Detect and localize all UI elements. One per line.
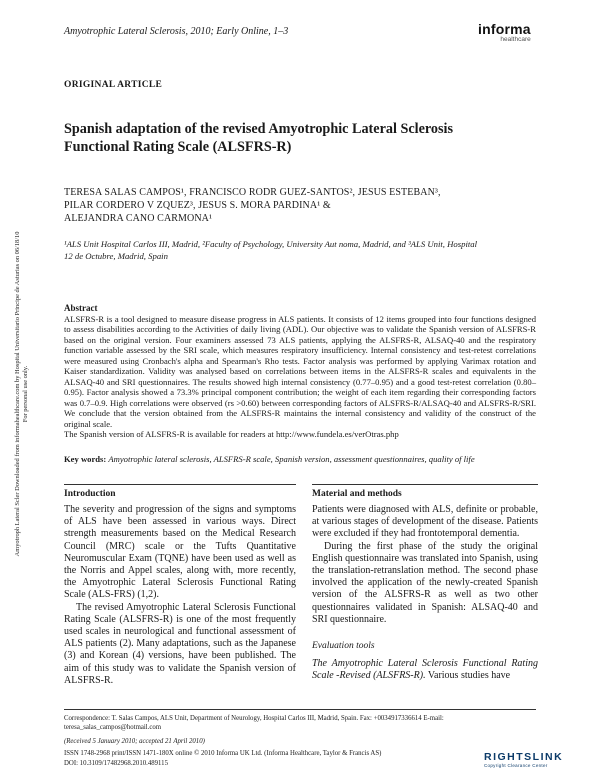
methods-body bbox=[312, 504, 538, 683]
keywords-text: Amyotrophic lateral sclerosis, ALSFRS-R scale, Spanish version, assessment questionnaires, quality of life bbox=[108, 454, 475, 464]
methods-paragraph: During the first phase of the study the original English questionnaire was translated into Spanish, using the translation-retranslation method. The second phase involved the application of the newly-created Spanish version of the ALSFRS-R as well as two other questionnaires validated in Spanish: ALSAQ-40 and SRI questionnaire. bbox=[312, 540, 538, 625]
column-rule-left bbox=[64, 484, 296, 485]
article-type: ORIGINAL ARTICLE bbox=[64, 80, 163, 90]
received-dates: (Received 5 January 2010; accepted 21 April 2010) bbox=[64, 738, 205, 745]
column-rule-right bbox=[312, 484, 538, 485]
download-notice-line2: For personal use only. bbox=[22, 365, 29, 423]
abstract-text: ALSFRS-R is a tool designed to measure disease progress in ALS patients. It consists of 12 items grouped into four functions designed to assess disabilities according to the Activities of daily living (ADL). Our objective was to validate the Spanish version of ALSFRS-R based on the original version. Four examiners assessed 73 ALS patients, applying the ALSFRS-R, ALSAQ-40 and the respiratory function variable assessed by the SRI scale, which measures respiratory insufficiency. Internal consistency and test-retest correlations were measured using Cronbach's alpha and Spearman's Rho tests. Factor analysis was performed by applying Varimax rotation and Kaiser standardization. Validity was analysed based on correlations between items in the ALSFRS-R scales and equivalents in the ALSAQ-40 and SRI questionnaires. The results showed high internal consistency (0.77–0.95) and a good test-retest correlation (0.80–0.95). Factor analysis showed a 73.3% principal component contribution; the weight of each item regarding their corresponding factors was 0.7–0.9. High correlations were observed (rs >0.60) between corresponding factors of ALSFRS-R/ALSAQ-40 and ALSFRS-R/SRI. We conclude that the version obtained from the ALSFRS-R maintains the internal consistency and validity of the construct of the original scale. bbox=[64, 313, 536, 429]
abstract-heading: Abstract bbox=[64, 303, 98, 313]
methods-paragraph bbox=[312, 658, 538, 682]
footnote-rule bbox=[64, 709, 536, 710]
author-line: TERESA SALAS CAMPOS¹, FRANCISCO RODR GUEZ-SANTOS², JESUS ESTEBAN³, bbox=[64, 187, 441, 198]
logo-name: informa bbox=[478, 21, 531, 37]
author-line: ALEJANDRA CANO CARMONA¹ bbox=[64, 213, 213, 224]
author-list bbox=[64, 186, 524, 225]
correspondence: Correspondence: T. Salas Campos, ALS Unit, Department of Neurology, Hospital Carlos III, Madrid, Spain. Fax: +0034917336614 E-mail: teresa_salas_campos@hotmail.com bbox=[64, 715, 444, 731]
introduction-paragraph: The severity and progression of the signs and symptoms of ALS have been assessed in various ways. Direct strength measurements based on the Medical Research Council (MRC) scale or the Tufts Quantitative Neuromuscular Exam (TQNE) have been used as well as the Norris and Appel scales, along with, more recently, the Amyotrophic Lateral Sclerosis Functional Rating Scale (ALS-FRS) (1,2). bbox=[64, 504, 296, 601]
introduction-heading: Introduction bbox=[64, 489, 116, 499]
issn: ISSN 1748-2968 print/ISSN 1471-180X online © 2010 Informa UK Ltd. (Informa Healthcare, Taylor & Francis AS) bbox=[64, 750, 382, 757]
affiliations bbox=[64, 238, 534, 262]
download-notice bbox=[4, 178, 29, 610]
abstract-availability: The Spanish version of ALSFRS-R is available for readers at http://www.fundela.es/verOtras.php bbox=[64, 429, 399, 439]
introduction-paragraph: The revised Amyotrophic Lateral Sclerosis Functional Rating Scale (ALSFRS-R) is one of the most frequently used scales in neurological and functional assessment of ALS patients (2). Many adaptations, such as the Japanese (3) and Korean (4) versions, have been published. The aim of this study was to validate the Spanish version of ALSFRS-R. bbox=[64, 601, 296, 686]
download-notice-line1: Amyotroph Lateral Scler Downloaded from informahealthcare.com by Hospital Universitario Principe de Asturias on 06/18/10 bbox=[14, 231, 21, 557]
article-title bbox=[64, 120, 524, 156]
doi: DOI: 10.3109/17482968.2010.489115 bbox=[64, 760, 168, 767]
affiliation-line: 12 de Octubre, Madrid, Spain bbox=[64, 251, 168, 261]
methods-paragraph: Patients were diagnosed with ALS, definite or probable, at various stages of development of the disease. Patients were excluded if they had frontotemporal dementia. bbox=[312, 504, 538, 540]
affiliation-line: ¹ALS Unit Hospital Carlos III, Madrid, ²Faculty of Psychology, University Aut noma, Madrid, and ³ALS Unit, Hospital bbox=[64, 239, 478, 249]
rightslink-logo bbox=[484, 752, 563, 768]
introduction-body bbox=[64, 504, 296, 687]
methods-heading: Material and methods bbox=[312, 489, 402, 499]
title-line: Spanish adaptation of the revised Amyotrophic Lateral Sclerosis bbox=[64, 121, 453, 137]
abstract bbox=[64, 303, 536, 440]
logo-sub: healthcare bbox=[500, 36, 531, 43]
scale-name: The Amyotrophic Lateral Sclerosis Functional Rating Scale -Revised (ALSFRS-R). bbox=[312, 658, 538, 682]
author-line: PILAR CORDERO V ZQUEZ³, JESUS S. MORA PARDINA¹ & bbox=[64, 200, 331, 211]
keywords-label: Key words: bbox=[64, 454, 107, 464]
methods-paragraph-rest: Various studies have bbox=[425, 670, 511, 682]
evaluation-tools-subheading: Evaluation tools bbox=[312, 641, 375, 652]
rightslink-sub: Copyright Clearance Center bbox=[484, 763, 548, 768]
journal-citation: Amyotrophic Lateral Sclerosis, 2010; Early Online, 1–3 bbox=[64, 26, 289, 37]
publisher-logo bbox=[478, 22, 531, 44]
title-line: Functional Rating Scale (ALSFRS-R) bbox=[64, 139, 292, 155]
keywords bbox=[64, 454, 536, 464]
rightslink-name: RIGHTSLINK bbox=[484, 751, 564, 763]
